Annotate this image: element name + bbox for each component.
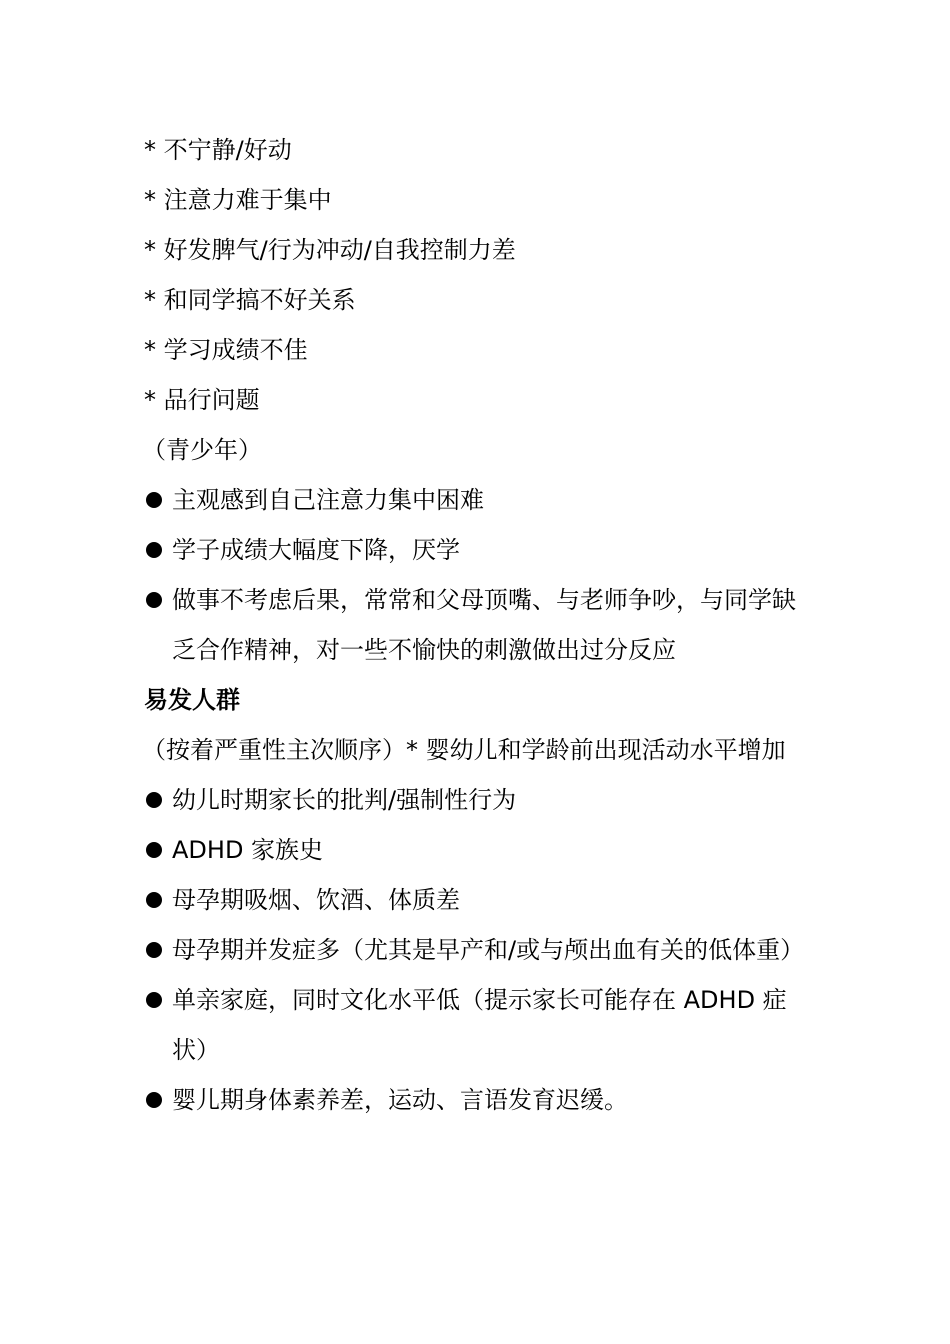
bullet-icon: [144, 875, 172, 925]
bullet-icon: [144, 475, 172, 525]
bullet-icon: [144, 1075, 172, 1125]
list-item-text: 单亲家庭，同时文化水平低（提示家长可能存在 ADHD 症状）: [172, 986, 787, 1064]
symptom-line-3: * 好发脾气/行为冲动/自我控制力差: [144, 236, 516, 264]
list-item-text: 主观感到自己注意力集中困难: [172, 486, 484, 514]
list-item: [144, 925, 812, 975]
symptom-line-2: * 注意力难于集中: [144, 186, 332, 214]
list-item: [144, 475, 812, 525]
list-item-text: ADHD 家族史: [172, 836, 324, 864]
list-item-text: 幼儿时期家长的批判/强制性行为: [172, 786, 517, 814]
bullet-icon: [144, 825, 172, 875]
list-item: [144, 1075, 812, 1125]
bullet-icon: [144, 775, 172, 825]
teen-subheading: （青少年）: [142, 436, 262, 464]
list-item-text: 学子成绩大幅度下降，厌学: [172, 536, 460, 564]
document-body: [144, 125, 812, 1125]
list-item-text: 做事不考虑后果，常常和父母顶嘴、与老师争吵，与同学缺乏合作精神，对一些不愉快的刺激做出过分反应: [172, 586, 796, 664]
section-heading: 易发人群: [144, 686, 240, 714]
symptom-line-5: * 学习成绩不佳: [144, 336, 308, 364]
section-intro: （按着严重性主次顺序）* 婴幼儿和学龄前出现活动水平增加: [142, 736, 786, 764]
symptom-line-4: * 和同学搞不好关系: [144, 286, 356, 314]
list-item-text: 婴儿期身体素养差，运动、言语发育迟缓。: [172, 1086, 628, 1114]
list-item: [144, 525, 812, 575]
list-item-text: 母孕期吸烟、饮酒、体质差: [172, 886, 460, 914]
list-item-text: 母孕期并发症多（尤其是早产和/或与颅出血有关的低体重）: [172, 936, 805, 964]
symptom-line-6: * 品行问题: [144, 386, 260, 414]
list-item: [144, 975, 812, 1075]
list-item: [144, 575, 812, 675]
bullet-icon: [144, 575, 172, 625]
list-item: [144, 825, 812, 875]
symptom-line-1: * 不宁静/好动: [144, 136, 292, 164]
list-item: [144, 775, 812, 825]
bullet-icon: [144, 925, 172, 975]
list-item: [144, 875, 812, 925]
bullet-icon: [144, 975, 172, 1025]
bullet-icon: [144, 525, 172, 575]
